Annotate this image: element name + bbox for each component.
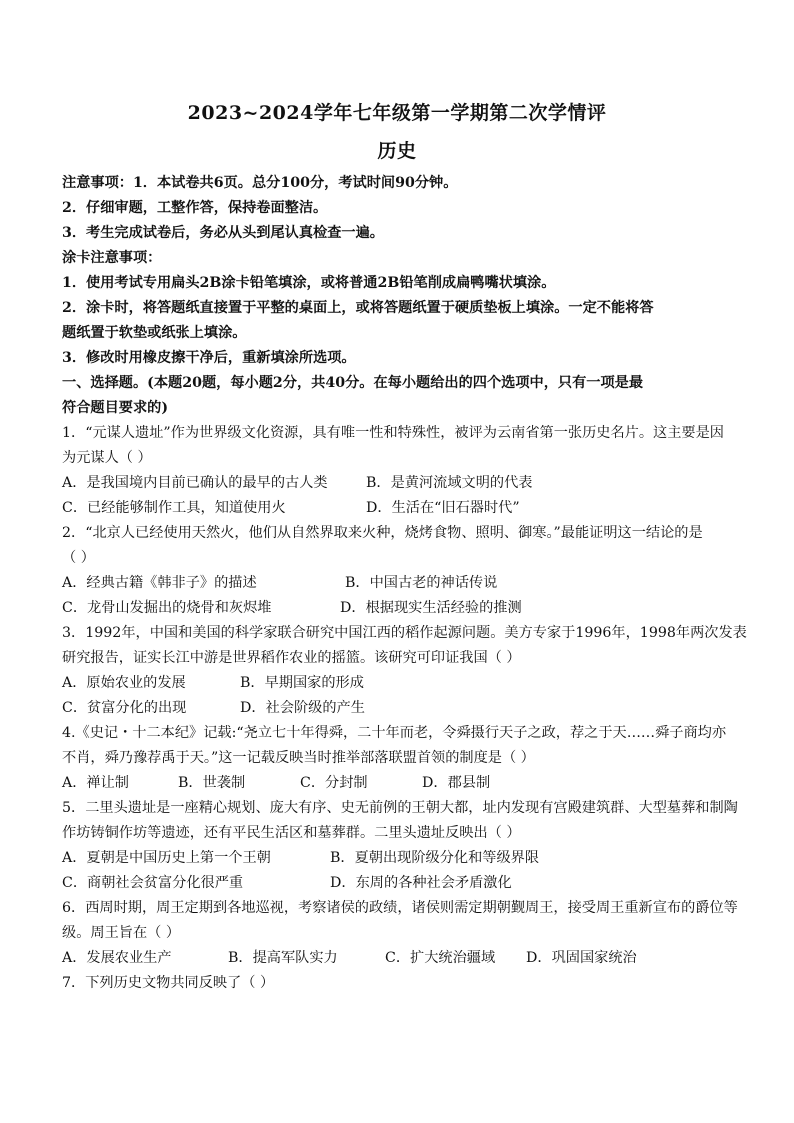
q6-option-c: C．扩大统治疆域: [385, 950, 496, 966]
q2-stem-a: 2．“北京人已经使用天然火，他们从自然界取来火种，烧烤食物、照明、御寒。”最能证明这一结论的是: [62, 525, 703, 541]
q6-option-b: B．提高军队实力: [228, 950, 338, 966]
q6-option-d: D．巩固国家统治: [526, 950, 637, 966]
section-heading-b: 符合题目要求的): [62, 400, 169, 416]
q5-stem-b: 作坊铸铜作坊等遗迹，还有平民生活区和墓葬群。二里头遗址反映出（ ）: [62, 825, 521, 841]
q4-option-a: A．禅让制: [62, 775, 129, 791]
q6-option-a: A．发展农业生产: [62, 950, 172, 966]
q3-option-a: A．原始农业的发展: [62, 675, 186, 691]
q6-stem-b: 级。周王旨在（ ）: [62, 925, 181, 941]
q2-option-d: D．根据现实生活经验的推测: [340, 600, 522, 616]
notice-line-1: 注意事项：1．本试卷共6页。总分100分，考试时间90分钟。: [62, 175, 458, 191]
q3-option-c: C．贫富分化的出现: [62, 700, 187, 716]
q1-stem-a: 1．“元谋人遗址”作为世界级文化资源，具有唯一性和特殊性，被评为云南省第一张历史名片。这主要是因: [62, 425, 724, 441]
q4-option-d: D．郡县制: [422, 775, 491, 791]
q7-stem: 7．下列历史文物共同反映了（ ）: [62, 975, 275, 991]
q1-stem-b: 为元谋人（ ）: [62, 450, 152, 466]
q1-option-c: C．已经能够制作工具，知道使用火: [62, 500, 286, 516]
q2-option-c: C．龙骨山发掘出的烧骨和灰烬堆: [62, 600, 272, 616]
q2-option-a: A．经典古籍《韩非子》的描述: [62, 575, 257, 591]
card-notice-3: 3．修改时用橡皮擦干净后，重新填涂所选项。: [62, 350, 356, 366]
section-heading-a: 一、选择题。(本题20题，每小题2分，共40分。在每小题给出的四个选项中，只有一项是最: [62, 375, 644, 391]
q3-stem-b: 研究报告，证实长江中游是世界稻作农业的摇篮。该研究可印证我国（ ）: [62, 650, 521, 666]
q1-option-a: A．是我国境内目前已确认的最早的古人类: [62, 475, 328, 491]
exam-title: 2023~2024学年七年级第一学期第二次学情评: [187, 102, 607, 124]
q2-option-b: B．中国古老的神话传说: [345, 575, 498, 591]
q3-option-b: B．早期国家的形成: [240, 675, 364, 691]
q6-stem-a: 6．西周时期，周王定期到各地巡视，考察诸侯的政绩，诸侯则需定期朝觐周王，接受周王重新宣布的爵位等: [62, 900, 738, 916]
q4-stem-b: 不肖，舜乃豫荐禹于天。”这一记载反映当时推举部落联盟首领的制度是（ ）: [62, 750, 535, 766]
q1-option-d: D．生活在“旧石器时代”: [366, 500, 520, 516]
q5-option-b: B．夏朝出现阶级分化和等级界限: [330, 850, 540, 866]
q3-stem-a: 3．1992年，中国和美国的科学家联合研究中国江西的稻作起源问题。美方专家于1996年，1998年两次发表: [62, 625, 747, 641]
notice-line-3: 3．考生完成试卷后，务必从头到尾认真检查一遍。: [62, 225, 384, 241]
q4-stem-a: 4.《史记・十二本纪》记载:“尧立七十年得舜，二十年而老，令舜摄行天子之政，荐之于天……舜子商均亦: [62, 725, 727, 741]
q4-option-c: C．分封制: [300, 775, 368, 791]
q1-option-b: B．是黄河流域文明的代表: [366, 475, 533, 491]
card-notice-2b: 题纸置于软垫或纸张上填涂。: [62, 325, 247, 341]
q3-option-d: D．社会阶级的产生: [240, 700, 365, 716]
q5-option-a: A．夏朝是中国历史上第一个王朝: [62, 850, 271, 866]
q5-option-c: C．商朝社会贫富分化很严重: [62, 875, 244, 891]
q2-stem-b: （ ）: [62, 550, 95, 566]
subject-title: 历史: [377, 140, 417, 162]
q5-stem-a: 5．二里头遗址是一座精心规划、庞大有序、史无前例的王朝大都，址内发现有宫殿建筑群、大型墓葬和制陶: [62, 800, 738, 816]
notice-line-2: 2．仔细审题，工整作答，保持卷面整洁。: [62, 200, 328, 216]
card-notice-1: 1．使用考试专用扁头2B涂卡铅笔填涂，或将普通2B铅笔削成扁鸭嘴状填涂。: [62, 275, 556, 291]
q5-option-d: D．东周的各种社会矛盾激化: [330, 875, 512, 891]
q4-option-b: B．世袭制: [178, 775, 246, 791]
card-notice-2a: 2．涂卡时，将答题纸直接置于平整的桌面上，或将答题纸置于硬质垫板上填涂。一定不能将答: [62, 300, 654, 316]
card-notice-title: 涂卡注意事项：: [62, 250, 162, 266]
